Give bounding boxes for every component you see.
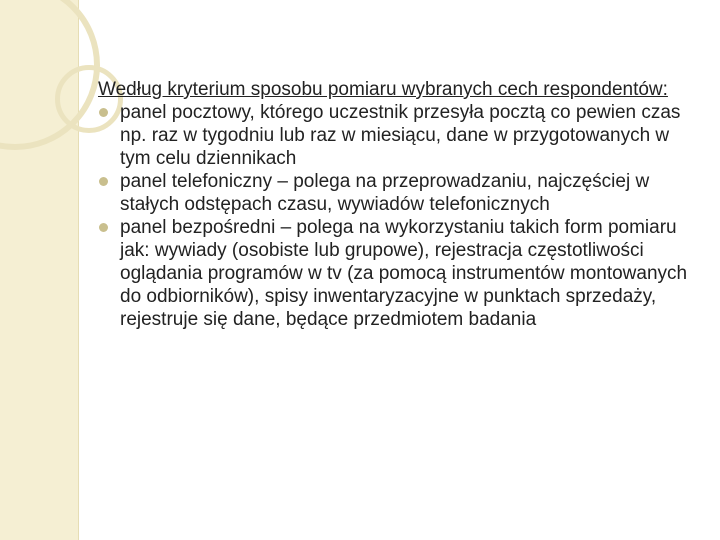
bullet-list <box>98 101 688 331</box>
bullet-item <box>98 101 688 170</box>
bullet-dot-icon <box>99 177 108 186</box>
slide-heading: Według kryterium sposobu pomiaru wybranych cech respondentów: <box>98 79 668 100</box>
bullet-dot-icon <box>99 223 108 232</box>
slide-content <box>98 78 688 331</box>
bullet-text: panel bezpośredni – polega na wykorzystaniu takich form pomiaru jak: wywiady (osobiste lub grupowe), rejestracja częstotliwości oglądania programów w tv (za pomocą instrumentów montowanych do odbiorników), spisy inwentaryzacyjne w punktach sprzedaży, rejestruje się dane, będące przedmiotem badania <box>120 217 688 330</box>
bullet-text: panel pocztowy, którego uczestnik przesyła pocztą co pewien czas np. raz w tygodniu lub raz w miesiącu, dane w przygotowanych w tym celu dziennikach <box>120 102 681 169</box>
bullet-item <box>98 170 688 216</box>
bullet-text: panel telefoniczny – polega na przeprowadzaniu, najczęściej w stałych odstępach czasu, wywiadów telefonicznych <box>120 171 650 215</box>
bullet-dot-icon <box>99 108 108 117</box>
bullet-item <box>98 216 688 331</box>
